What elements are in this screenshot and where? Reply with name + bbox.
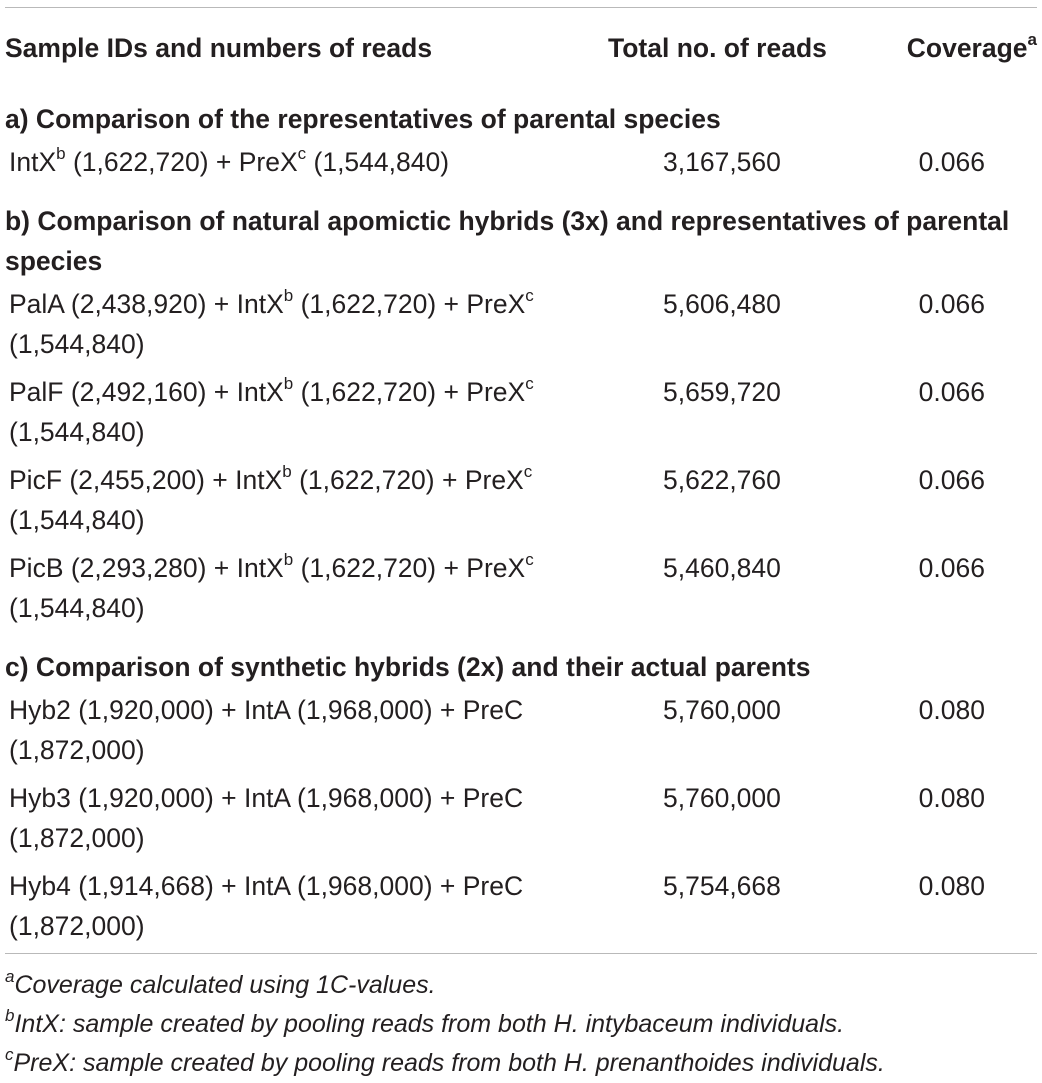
total-reads-cell: 5,760,000 bbox=[663, 695, 781, 725]
table-row bbox=[5, 689, 1037, 777]
total-reads-cell: 5,606,480 bbox=[663, 289, 781, 319]
footnote-mark: b bbox=[56, 144, 66, 163]
header-row bbox=[5, 8, 1037, 86]
sample-text: PalA (2,438,920) + IntX bbox=[9, 289, 284, 319]
footnote-mark: c bbox=[523, 462, 533, 481]
table-row bbox=[5, 283, 1037, 371]
sample-text: PicB (2,293,280) + IntX bbox=[9, 553, 284, 583]
total-reads-cell: 5,754,668 bbox=[663, 871, 781, 901]
section-title: b) Comparison of natural apomictic hybrids (3x) and representatives of parental species bbox=[5, 206, 1010, 276]
header-total: Total no. of reads bbox=[608, 33, 827, 63]
sample-text: (1,544,840) bbox=[9, 329, 145, 359]
header-sample: Sample IDs and numbers of reads bbox=[5, 33, 433, 63]
coverage-cell: 0.080 bbox=[918, 783, 985, 813]
sample-cell bbox=[5, 141, 606, 189]
table-body bbox=[5, 86, 1037, 953]
sample-text: (1,622,720) + PreX bbox=[293, 377, 526, 407]
table-row bbox=[5, 865, 1037, 953]
coverage-cell: 0.066 bbox=[918, 377, 985, 407]
sample-text: PicF (2,455,200) + IntX bbox=[9, 465, 283, 495]
footnote-text: Coverage calculated using 1C-values. bbox=[14, 971, 436, 999]
sample-cell bbox=[5, 547, 606, 635]
table-row bbox=[5, 459, 1037, 547]
coverage-cell: 0.080 bbox=[918, 871, 985, 901]
coverage-cell: 0.066 bbox=[918, 289, 985, 319]
footnote-mark: b bbox=[282, 462, 292, 481]
sample-cell bbox=[5, 689, 606, 777]
footnote-mark: c bbox=[525, 286, 534, 305]
footnotes bbox=[5, 954, 1037, 1083]
sample-cell bbox=[5, 371, 606, 459]
sample-cell bbox=[5, 777, 606, 865]
sample-text: Hyb3 (1,920,000) + IntA (1,968,000) + PreC (1,872,000) bbox=[9, 783, 524, 853]
coverage-cell: 0.066 bbox=[918, 465, 985, 495]
total-reads-cell: 3,167,560 bbox=[663, 147, 781, 177]
footnote-text: PreX: sample created by pooling reads from both H. prenanthoides individuals. bbox=[13, 1049, 885, 1077]
section-row bbox=[5, 635, 1037, 689]
sample-cell bbox=[5, 865, 606, 953]
footnote-mark: b bbox=[283, 286, 294, 305]
section-row bbox=[5, 86, 1037, 141]
sample-text: (1,622,720) + PreX bbox=[291, 465, 524, 495]
sample-text: (1,544,840) bbox=[9, 417, 145, 447]
total-reads-cell: 5,760,000 bbox=[663, 783, 781, 813]
footnote-mark: b bbox=[5, 1006, 15, 1025]
sample-text: (1,544,840) bbox=[9, 593, 145, 623]
footnote-mark: a bbox=[5, 967, 15, 986]
sample-text: (1,622,720) + PreX bbox=[65, 147, 298, 177]
sample-text: IntX bbox=[9, 147, 57, 177]
footnote-mark: c bbox=[525, 550, 534, 569]
reads-coverage-table bbox=[5, 8, 1037, 953]
footnote-mark: c bbox=[525, 374, 534, 393]
footnote bbox=[5, 1005, 1037, 1044]
table-row bbox=[5, 777, 1037, 865]
total-reads-cell: 5,659,720 bbox=[663, 377, 781, 407]
sample-text: (1,544,840) bbox=[9, 505, 145, 535]
table-row bbox=[5, 371, 1037, 459]
sample-cell bbox=[5, 459, 606, 547]
footnote-mark: c bbox=[5, 1045, 14, 1064]
table-row bbox=[5, 547, 1037, 635]
footnote-mark: b bbox=[283, 550, 294, 569]
footnote bbox=[5, 1044, 1037, 1083]
footnote-mark: c bbox=[297, 144, 307, 163]
coverage-cell: 0.066 bbox=[918, 553, 985, 583]
table-container bbox=[5, 0, 1037, 1083]
sample-text: PalF (2,492,160) + IntX bbox=[9, 377, 284, 407]
section-title: c) Comparison of synthetic hybrids (2x) and their actual parents bbox=[5, 652, 811, 682]
sample-text: Hyb2 (1,920,000) + IntA (1,968,000) + PreC (1,872,000) bbox=[9, 695, 524, 765]
header-coverage-footnote-mark: a bbox=[1027, 30, 1037, 49]
header-coverage: Coverage$^a$ bbox=[906, 30, 1037, 63]
total-reads-cell: 5,622,760 bbox=[663, 465, 781, 495]
section-row bbox=[5, 189, 1037, 283]
coverage-cell: 0.080 bbox=[918, 695, 985, 725]
sample-text: (1,622,720) + PreX bbox=[293, 289, 526, 319]
sample-text: Hyb4 (1,914,668) + IntA (1,968,000) + PreC (1,872,000) bbox=[9, 871, 524, 941]
total-reads-cell: 5,460,840 bbox=[663, 553, 781, 583]
sample-text: (1,544,840) bbox=[306, 147, 450, 177]
sample-cell bbox=[5, 283, 606, 371]
footnote-mark: b bbox=[283, 374, 294, 393]
footnote-text: IntX: sample created by pooling reads from both H. intybaceum individuals. bbox=[14, 1010, 845, 1038]
table-row bbox=[5, 141, 1037, 189]
coverage-cell: 0.066 bbox=[918, 147, 985, 177]
section-title: a) Comparison of the representatives of parental species bbox=[5, 104, 721, 134]
sample-text: (1,622,720) + PreX bbox=[293, 553, 526, 583]
footnote bbox=[5, 966, 1037, 1005]
